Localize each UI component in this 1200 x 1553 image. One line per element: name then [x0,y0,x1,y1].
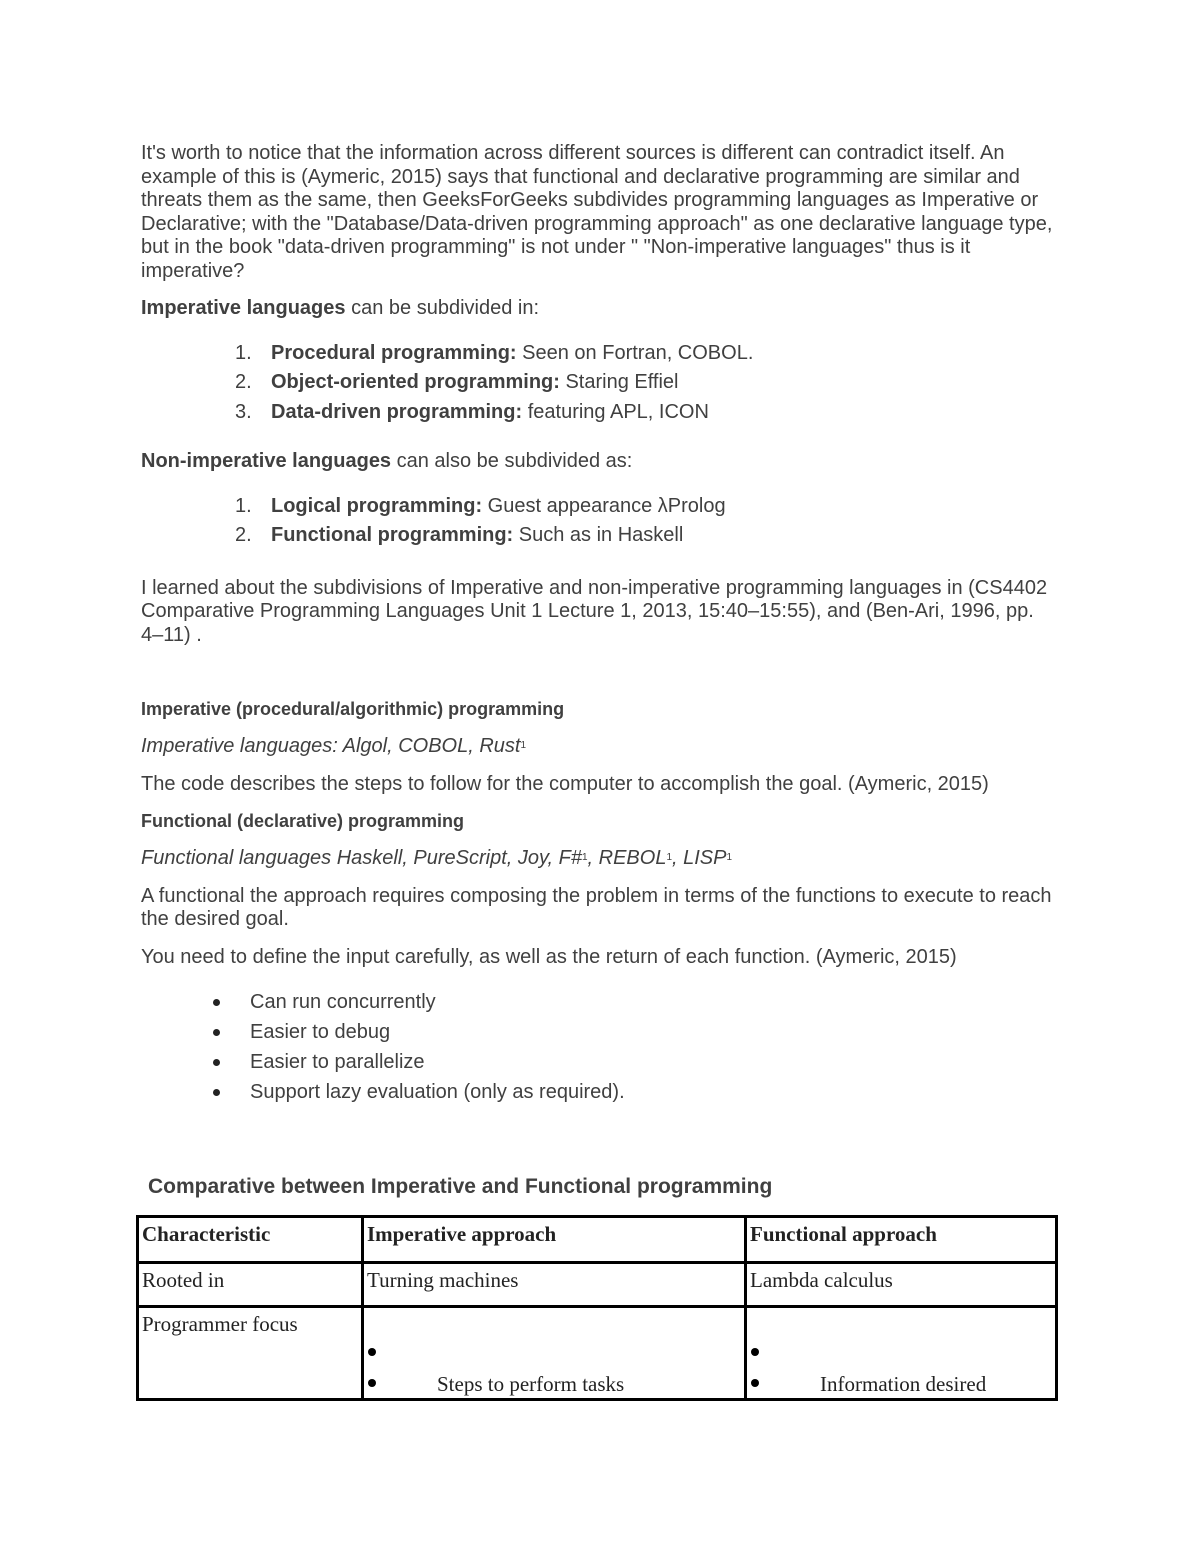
table-cell: Rooted in [138,1263,363,1307]
table-header-cell: Imperative approach [363,1217,746,1263]
functional-description-2: You need to define the input carefully, as well as the return of each function. (Aymeric, 2015) [141,945,957,968]
nonimperative-languages-line [141,450,1061,474]
imperative-description: The code describes the steps to follow for the computer to accomplish the goal. (Aymeric, 2015) [141,772,989,795]
learned-paragraph: I learned about the subdivisions of Imperative and non-imperative programming languages in (CS4402 Comparative Programming Languages Unit 1 Lecture 1, 2013, 15:40–15:55), and (Ben-Ari, 1996, pp. 4–11) . [141,576,1048,646]
functional-programming-heading: Functional (declarative) programming [141,811,465,832]
nonimperative-languages-title: Non-imperative languages [141,450,392,473]
bullet-cell [750,1312,1052,1398]
list-item: 1. Procedural programming: Seen on Fortran, COBOL. [235,341,754,364]
cell-text: Steps to perform tasks [437,1372,625,1396]
bullet-icon [213,1089,220,1096]
bullet-icon [213,1059,220,1066]
intro-paragraph: It's worth to notice that the information across different sources is different can contradict itself. An example of this is (Aymeric, 2015) says that functional and declarative programming are similar and threats them as the same, then GeeksForGeeks subdivides programming languages as Imperative or Declarative; with the "Database/Data-driven programming approach" as one declarative language type, but in the book "data-driven programming" is not under " "Non-imperative languages" thus is it imperative? [141,142,1053,282]
table-header-cell: Characteristic [138,1217,363,1263]
comparison-table [136,1215,1058,1401]
table-cell [363,1307,746,1400]
cell-text: Information desired [820,1372,987,1396]
list-item: Can run concurrently [141,988,1061,1018]
comparison-title: Comparative between Imperative and Functional programming [148,1175,773,1198]
imperative-programming-heading: Imperative (procedural/algorithmic) programming [141,699,565,720]
bullet-icon [368,1348,376,1356]
table-header-cell: Functional approach [746,1217,1057,1263]
table-cell: Lambda calculus [746,1263,1057,1307]
table-cell [746,1307,1057,1400]
list-item: 1. Logical programming: Guest appearance λProlog [235,494,726,517]
imperative-languages-line [141,297,1061,321]
document-body [141,142,1061,1107]
imperative-languages-examples: Imperative languages: Algol, COBOL, Rust$^1$ [141,735,527,758]
table-row [138,1263,1057,1307]
list-item: 2. Object-oriented programming: Staring Effiel [235,371,679,394]
imperative-languages-title: Imperative languages [141,297,346,319]
table-cell: Turning machines [363,1263,746,1307]
imperative-languages-suffix: can be subdivided in: [345,297,539,319]
bullet-cell [367,1312,741,1398]
list-item: Easier to debug [141,1018,1061,1048]
bullet-icon [213,1029,220,1036]
functional-languages-examples: Functional languages Haskell, PureScript, Joy, F#$^1$, REBOL$^1$, LISP$^1$ [141,847,733,870]
bullet-icon [751,1348,759,1356]
functional-benefits-list [141,988,1061,1107]
bullet-icon [368,1379,376,1387]
functional-description-1: A functional the approach requires composing the problem in terms of the functions to execute to reach the desired goal. [141,884,1052,931]
list-item: Easier to parallelize [141,1048,1061,1078]
list-item: Support lazy evaluation (only as required). [141,1078,1061,1108]
table-cell: Programmer focus [138,1307,363,1400]
table-row [138,1307,1057,1400]
bullet-icon [213,999,220,1006]
table-row [138,1217,1057,1263]
list-item: 3. Data-driven programming: featuring APL, ICON [235,400,709,423]
bullet-icon [751,1379,759,1387]
nonimperative-languages-suffix: can also be subdivided as: [391,450,633,473]
list-item: 2. Functional programming: Such as in Haskell [235,524,684,547]
nonimperative-list [141,492,1061,551]
imperative-list [141,339,1061,428]
